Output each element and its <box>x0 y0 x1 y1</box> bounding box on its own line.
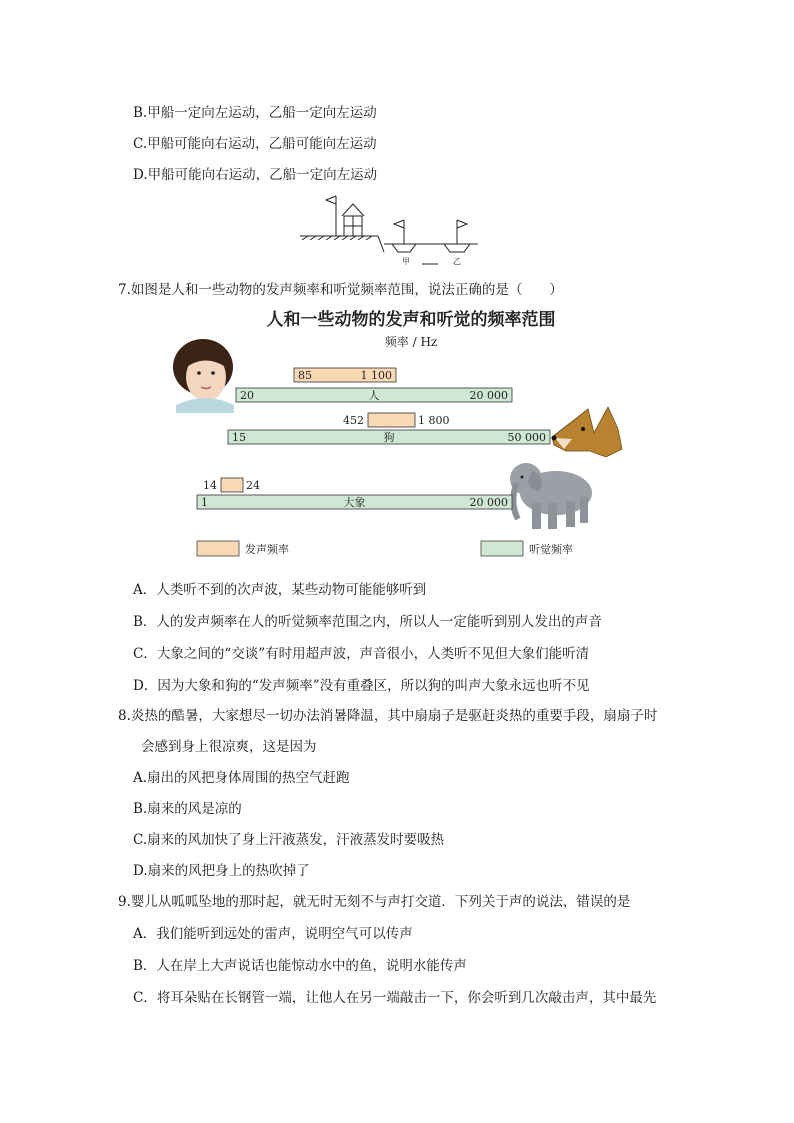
human-hearing-low-label: 20 <box>240 389 254 402</box>
legend-hearing-label: 听觉频率 <box>529 543 573 556</box>
elephant-hearing-high-label: 20 000 <box>469 496 508 509</box>
elephant-vocal-low-label: 14 <box>203 479 217 492</box>
human-vocal-high-label: 1 100 <box>360 369 392 382</box>
elephant-illustration <box>510 463 592 529</box>
q8-stem-line2: 会感到身上很凉爽，这是因为 <box>141 739 317 755</box>
q6-option-c: C.甲船可能向右运动，乙船可能向左运动 <box>133 136 377 152</box>
human-name-label: 人 <box>368 389 380 402</box>
q7-option-c: C．大象之间的“交谈”有时用超声波，声音很小，人类听不见但大象们能听清 <box>133 646 590 662</box>
q6-option-d: D.甲船可能向右运动，乙船一定向左运动 <box>133 167 378 183</box>
q9-stem: 9.婴儿从呱呱坠地的那时起，就无时无刻不与声打交道．下列关于声的说法，错误的是 <box>118 894 631 910</box>
q9-option-c: C．将耳朵贴在长钢管一端，让他人在另一端敲击一下，你会听到几次敲击声，其中最先 <box>133 990 657 1006</box>
chart-title: 人和一些动物的发声和听觉的频率范围 <box>266 310 556 330</box>
q9-option-b: B．人在岸上大声说话也能惊动水中的鱼，说明水能传声 <box>133 958 467 974</box>
q6-label-jia: 甲 <box>402 257 410 266</box>
chart-unit-label: 频率 / Hz <box>384 335 438 349</box>
dog-vocal-bar <box>368 413 415 427</box>
human-hearing-high-label: 20 000 <box>469 389 508 402</box>
q9-option-a: A．我们能听到远处的雷声，说明空气可以传声 <box>133 926 413 942</box>
q7-stem: 7.如图是人和一些动物的发声频率和听觉频率范围，说法正确的是（ ） <box>118 282 563 298</box>
dog-name-label: 狗 <box>383 431 395 444</box>
q8-option-d: D.扇来的风把身上的热吹掉了 <box>133 863 310 879</box>
legend-vocal-label: 发声频率 <box>245 543 289 556</box>
q6-option-b: B.甲船一定向左运动，乙船一定向左运动 <box>133 105 377 121</box>
human-face-illustration <box>173 339 234 413</box>
elephant-vocal-high-label: 24 <box>246 479 260 492</box>
q8-option-c: C.扇来的风加快了身上汗液蒸发，汗液蒸发时要吸热 <box>133 832 445 848</box>
elephant-name-label: 大象 <box>343 496 366 509</box>
dog-hearing-high-label: 50 000 <box>507 431 546 444</box>
q7-option-b: B．人的发声频率在人的听觉频率范围之内，所以人一定能听到别人发出的声音 <box>133 614 602 630</box>
dog-hearing-low-label: 15 <box>232 431 246 444</box>
q8-option-b: B.扇来的风是凉的 <box>133 801 242 817</box>
q7-option-d: D．因为大象和狗的“发声频率”没有重叠区，所以狗的叫声大象永远也听不见 <box>133 678 590 694</box>
legend-hearing-swatch <box>481 541 523 556</box>
q6-boat-figure <box>298 192 488 272</box>
elephant-hearing-low-label: 1 <box>201 496 208 509</box>
elephant-vocal-bar <box>221 478 243 492</box>
q8-stem-line1: 8.炎热的酷暑，大家想尽一切办法消暑降温，其中扇扇子是驱赶炎热的重要手段，扇扇子时 <box>118 708 658 724</box>
frequency-range-chart <box>160 305 630 565</box>
dog-vocal-low-label: 452 <box>343 414 364 427</box>
q8-option-a: A.扇出的风把身体周围的热空气赶跑 <box>133 770 350 786</box>
dog-vocal-high-label: 1 800 <box>418 414 450 427</box>
human-vocal-low-label: 85 <box>298 369 312 382</box>
q6-label-yi: 乙 <box>453 257 461 266</box>
q7-option-a: A．人类听不到的次声波，某些动物可能能够听到 <box>133 582 427 598</box>
dog-head-illustration <box>552 407 623 457</box>
legend-vocal-swatch <box>197 541 239 556</box>
